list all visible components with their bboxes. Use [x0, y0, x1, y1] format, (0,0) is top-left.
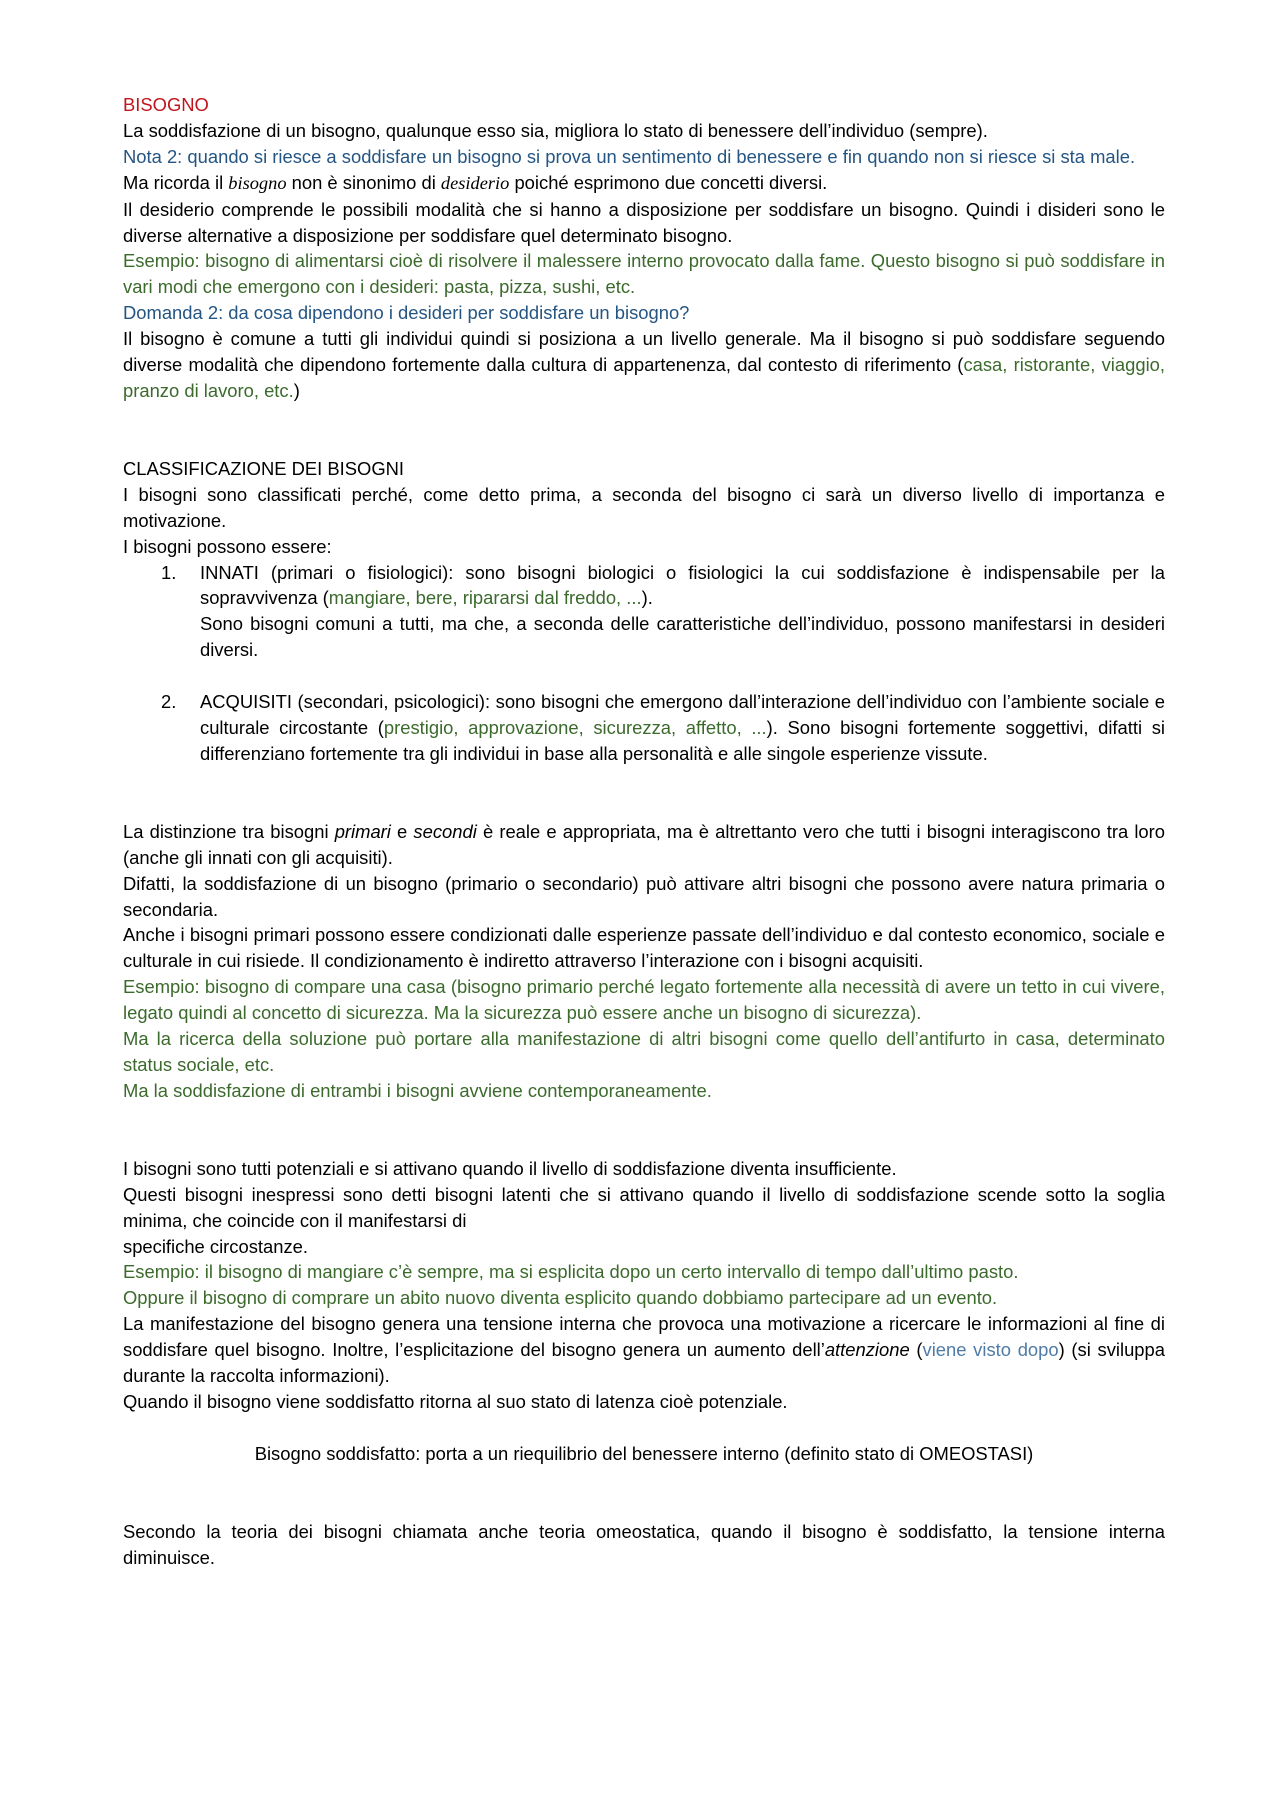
example: Esempio: il bisogno di mangiare c’è sempre, ma si esplicita dopo un certo intervallo di tempo dall’ultimo pasto. — [123, 1261, 1019, 1283]
paragraph: La soddisfazione di un bisogno, qualunque esso sia, migliora lo stato di benessere dell’individuo (sempre). — [123, 119, 988, 141]
example: Ma la soddisfazione di entrambi i bisogni avviene contemporaneamente. — [123, 1079, 712, 1101]
list-number: 1. — [161, 561, 177, 583]
section-bisogno — [123, 92, 1165, 404]
paragraph: Il bisogno è comune a tutti gli individui quindi si posiziona a un livello generale. Ma il bisogno si può soddisfare seguendo diverse modalità che dipendono fortemente dalla cultura di appartenenza, dal contesto di riferimento (casa, ristorante, viaggio, pranzo di lavoro, etc.) — [123, 328, 1165, 401]
example: Oppure il bisogno di comprare un abito nuovo diventa esplicito quando dobbiamo partecipare ad un evento. — [123, 1287, 998, 1309]
example-inline: mangiare, bere, ripararsi dal freddo, ... — [328, 587, 642, 609]
paragraph: Difatti, la soddisfazione di un bisogno (primario o secondario) può attivare altri bisogni che possono avere natura primaria o secondaria. — [123, 872, 1165, 920]
centered-statement: Bisogno soddisfatto: porta a un riequilibrio del benessere interno (definito stato di OMEOSTASI) — [254, 1442, 1034, 1464]
paragraph: Ma ricorda il bisogno non è sinonimo di desiderio poiché esprimono due concetti diversi. — [123, 171, 828, 193]
list-number: 2. — [161, 691, 177, 713]
example: Esempio: bisogno di alimentarsi cioè di risolvere il malessere interno provocato dalla fame. Questo bisogno si può soddisfare in vari modi che emergono con i desideri: pasta, pizza, sushi, etc. — [123, 250, 1165, 298]
list-item-extra: Sono bisogni comuni a tutti, ma che, a seconda delle caratteristiche dell’individuo, possono manifestarsi in desideri diversi. — [200, 613, 1165, 661]
emphasis-secondi: secondi — [413, 820, 477, 842]
emphasis-bisogno: bisogno — [228, 172, 287, 193]
paragraph: Anche i bisogni primari possono essere condizionati dalle esperienze passate dell’individuo e dal contesto economico, sociale e culturale in cui risiede. Il condizionamento è indiretto attraverso l’interazione con i bisogni acquisiti. — [123, 924, 1165, 972]
note-2: Nota 2: quando si riesce a soddisfare un bisogno si prova un sentimento di benessere e fin quando non si riesce si sta male. — [123, 145, 1136, 167]
emphasis-desiderio: desiderio — [440, 172, 510, 193]
example: Esempio: bisogno di compare una casa (bisogno primario perché legato fortemente alla necessità di avere un tetto in cui vivere, legato quindi al concetto di sicurezza. Ma la sicurezza può essere anche un bisogno di sicurezza). — [123, 976, 1165, 1024]
paragraph: Il desiderio comprende le possibili modalità che si hanno a disposizione per soddisfare un bisogno. Quindi i disideri sono le diverse alternative a disposizione per soddisfare quel determinato bisogno. — [123, 198, 1165, 246]
emphasis-attenzione: attenzione — [824, 1339, 910, 1361]
paragraph: I bisogni sono tutti potenziali e si attivano quando il livello di soddisfazione diventa insufficiente. — [123, 1157, 897, 1179]
example: Ma la ricerca della soluzione può portare alla manifestazione di altri bisogni come quello dell’antifurto in casa, determinato status sociale, etc. — [123, 1028, 1165, 1075]
note-inline: viene visto dopo — [922, 1339, 1059, 1361]
paragraph: La manifestazione del bisogno genera una tensione interna che provoca una motivazione a ricercare le informazioni al fine di soddisfare quel bisogno. Inoltre, l’esplicitazione del bisogno genera un aumento dell’attenzione (viene visto dopo) (si sviluppa durante la raccolta informazioni). — [123, 1313, 1165, 1387]
paragraph: specifiche circostanze. — [123, 1235, 309, 1257]
example-inline: prestigio, approvazione, sicurezza, affetto, ... — [383, 717, 767, 739]
list-item-acquisiti: 2. ACQUISITI (secondari, psicologici): sono bisogni che emergono dall’interazione dell’individuo con l’ambiente sociale e culturale circostante (prestigio, approvazione, sicurezza, affetto, ...). Sono bisogni fortemente soggettivi, difatti si differenziano fortemente tra gli individui in base alla personalità e alle singole esperienze vissute. — [161, 691, 1165, 764]
paragraph: Secondo la teoria dei bisogni chiamata anche teoria omeostatica, quando il bisogno è soddisfatto, la tensione interna diminuisce. — [123, 1520, 1165, 1568]
section-omeostatica — [123, 1519, 1165, 1571]
document-page — [123, 92, 1165, 1571]
example-inline: casa, ristorante, viaggio, pranzo di lavoro, etc. — [123, 354, 1165, 401]
paragraph: Quando il bisogno viene soddisfatto ritorna al suo stato di latenza cioè potenziale. — [123, 1390, 788, 1412]
section-latenti — [123, 1156, 1165, 1467]
section-title-classificazione: CLASSIFICAZIONE DEI BISOGNI — [123, 457, 405, 479]
question-2: Domanda 2: da cosa dipendono i desideri per soddisfare un bisogno? — [123, 302, 690, 324]
list-item-innati: 1. INNATI (primari o fisiologici): sono bisogni biologici o fisiologici la cui soddisfazione è indispensabile per la sopravvivenza (mangiare, bere, ripararsi dal freddo, ...). Sono bisogni comuni a tutti, ma che, a seconda delle caratteristiche dell’individuo, possono manifestarsi in desideri diversi. — [123, 560, 1165, 664]
section-classificazione — [123, 456, 1165, 767]
paragraph: I bisogni sono classificati perché, come detto prima, a seconda del bisogno ci sarà un diverso livello di importanza e motivazione. — [123, 483, 1165, 531]
emphasis-primari: primari — [334, 820, 391, 842]
paragraph: Questi bisogni inespressi sono detti bisogni latenti che si attivano quando il livello di soddisfazione scende sotto la soglia minima, che coincide con il manifestarsi di — [123, 1183, 1165, 1231]
section-title-bisogno: BISOGNO — [123, 94, 209, 115]
needs-list — [123, 560, 1165, 767]
paragraph: La distinzione tra bisogni primari e secondi è reale e appropriata, ma è altrettanto vero che tutti i bisogni interagiscono tra loro (anche gli innati con gli acquisiti). — [123, 820, 1165, 868]
section-distinzione — [123, 819, 1165, 1104]
paragraph: I bisogni possono essere: — [123, 535, 332, 557]
